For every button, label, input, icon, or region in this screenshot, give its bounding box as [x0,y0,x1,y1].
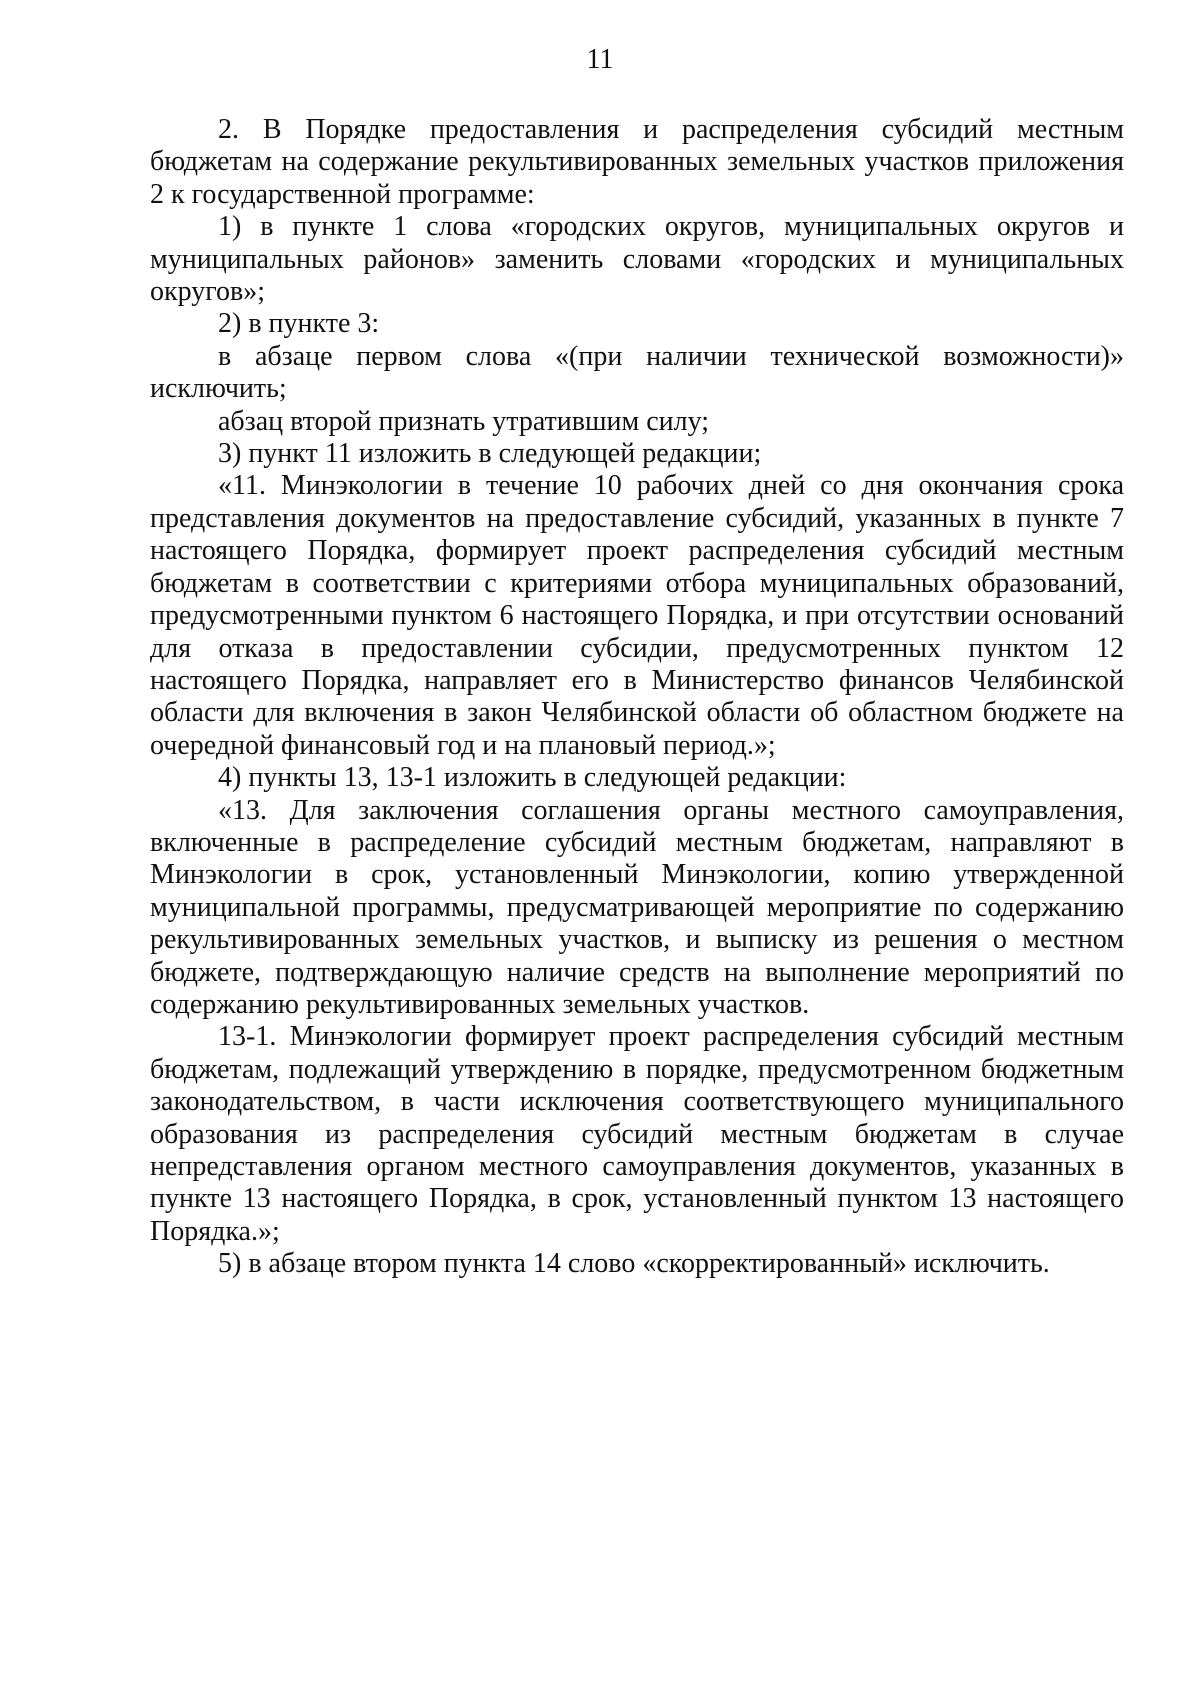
paragraph-subitem-1: 1) в пункте 1 слова «городских округов, муниципальных округов и муниципальных районов» заменить словами «городских и муниципальных округов»; [150,211,1124,308]
paragraph-abzac-first: в абзаце первом слова «(при наличии технической возможности)» исключить; [150,340,1124,405]
paragraph-subitem-3: 3) пункт 11 изложить в следующей редакции; [218,438,762,470]
paragraph-subitem-2: 2) в пункте 3: [218,308,380,340]
paragraph-subitem-5: 5) в абзаце втором пункта 14 слово «скорректированный» исключить. [218,1248,1050,1280]
paragraph-item-2: 2. В Порядке предоставления и распределения субсидий местным бюджетам на содержание рекультивированных земельных участков приложения 2 к государственной программе: [150,114,1124,210]
paragraph-point-11: «11. Минэкологии в течение 10 рабочих дней со дня окончания срока представления документов на предоставление субсидий, указанных в пункте 7 настоящего Порядка, формирует проект распределения субсидий местным бюджетам в соответствии с критериями отбора муниципальных образований, предусмотренными пунктом 6 настоящего Порядка, и при отсутствии оснований для отказа в предоставлении субсидии, предусмотренных пунктом 12 настоящего Порядка, направляет его в Министерство финансов Челябинской области для включения в закон Челябинской области об областном бюджете на очередной финансовый год и на плановый период.»; [150,470,1124,761]
paragraph-subitem-4: 4) пункты 13, 13-1 изложить в следующей редакции: [218,762,847,794]
paragraph-point-13: «13. Для заключения соглашения органы местного самоуправления, включенные в распределение субсидий местным бюджетам, направляют в Минэкологии в срок, установленный Минэкологии, копию утвержденной муниципальной программы, предусматривающей мероприятие по содержанию рекультивированных земельных участков, и выписку из решения о местном бюджете, подтверждающую наличие средств на выполнение мероприятий по содержанию рекультивированных земельных участков. [150,794,1124,1020]
paragraph-point-13-1: 13-1. Минэкологии формирует проект распределения субсидий местным бюджетам, подлежащий утверждению в порядке, предусмотренном бюджетным законодательством, в части исключения соответствующего муниципального образования из распределения субсидий местным бюджетам в случае непредставления органом местного самоуправления документов, указанных в пункте 13 настоящего Порядка, в срок, установленный пунктом 13 настоящего Порядка.»; [150,1021,1124,1247]
page-number: 11 [586,44,614,75]
document-body [150,114,1124,1281]
paragraph-abzac-second: абзац второй признать утратившим силу; [218,405,710,437]
